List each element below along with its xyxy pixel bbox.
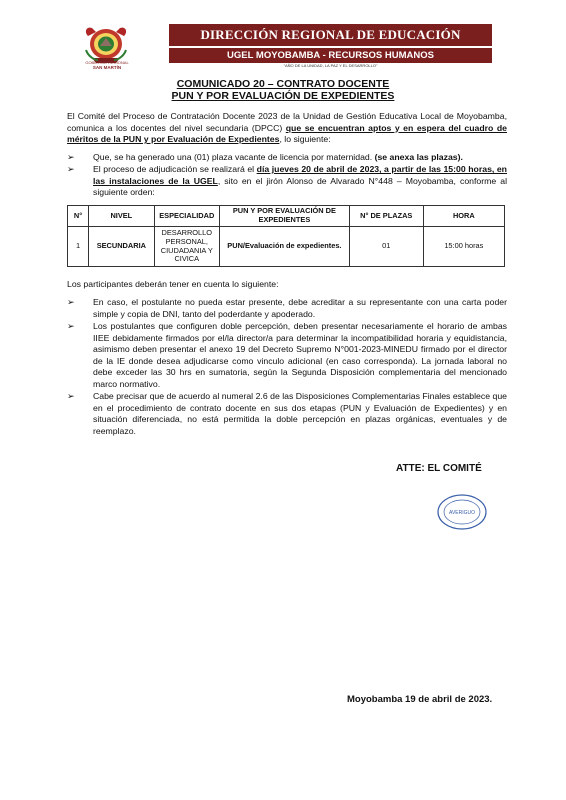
arrow-bullet-icon: ➢ [67,152,75,162]
bullet-adjudication-emphasis: día jueves 20 de abril de 2023, a partir de las 15:00 horas, en las instalaciones de la UGEL [93,164,507,186]
signature-line: ATTE: EL COMITÉ [396,463,482,474]
communique-title: COMUNICADO 20 – CONTRATO DOCENTE [176,78,390,90]
year-motto: "AÑO DE LA UNIDAD, LA PAZ Y EL DESARROLLO" [283,63,378,68]
intro-text-1: El Comité del Proceso de Contratación Docente 2023 de la Unidad de Gestión Educativa Local de Moyobamba, comunica a los docentes del nivel secundaria (DPCC) [67,111,507,133]
bullet-adjudication-text-2: , sito en el jirón Alonso de Alvarado N°448 – Moyobamba, conforme al siguiente orden: [93,175,507,198]
communique-subtitle: PUN Y POR EVALUACIÓN DE EXPEDIENTES [171,90,395,102]
arrow-bullet-icon: ➢ [67,164,75,174]
col-header-evaluation: PUN Y POR EVALUACIÓN DE EXPEDIENTES [219,206,349,227]
committee-stamp-icon [436,493,488,531]
bullet-vacancy-text: Que, se ha generado una (01) plaza vacante de licencia por maternidad. [93,152,375,162]
cell-number: 1 [68,227,89,267]
bullet-vacancy-bold: (se anexa las plazas). [374,152,463,162]
col-header-time: HORA [423,206,504,227]
unit-title-band: UGEL MOYOBAMBA - RECURSOS HUMANOS [169,48,492,63]
bullet-double-income: Los postulantes que configuren doble percepción, deben presentar necesariamente el horario de ambas IIEE debidamente firmados por el/la director/a para determinar la incompatibilidad horaria y equidistancia, asimismo deben presentar el anexo 19 del Decreto Supremo N°001-2023-MINEDU firmado por el director de la IE donde desea adjudicarse como vinculo adicional (en caso corresponda). La jornada laboral no debe exceder las 30 hrs en sumatoria, según la Segunda Disposición complementaria del mencionado marco normativo. [93,321,507,389]
intro-text-2: , lo siguiente: [279,134,331,145]
intro-emphasis: que se encuentran aptos y en espera del cuadro de méritos de la PUN y por Evaluación de Expedientes [67,122,507,145]
table-row [68,227,505,267]
stamp-text: AVERIGUO [448,510,476,516]
bullet-restriction: Cabe precisar que de acuerdo al numeral 2.6 de las Disposiciones Complementarias Finales establece que en el procedimiento de contrato docente en sus dos etapas (PUN y Evaluación de Expedientes) y en situación diferenciada, no está permitida la doble percepción en plazas orgánicas, eventuales y de reemplazo. [93,391,507,436]
org-title-band: DIRECCIÓN REGIONAL DE EDUCACIÓN [169,24,492,46]
logo-caption [62,60,152,70]
logo-caption-line2: SAN MARTÍN [92,65,122,70]
table-header-row [68,206,505,227]
arrow-bullet-icon: ➢ [67,297,75,307]
col-header-level: NIVEL [89,206,154,227]
col-header-slots: N° DE PLAZAS [349,206,423,227]
col-header-specialty: ESPECIALIDAD [154,206,219,227]
cell-specialty: DESARROLLO PERSONAL, CIUDADANIA Y CIVICA [154,227,219,267]
cell-time: 15:00 horas [423,227,504,267]
bullet-adjudication-text-1: El proceso de adjudicación se realizará el [93,164,257,174]
cell-slots: 01 [349,227,423,267]
logo-caption-line1: GOBIERNO REGIONAL [85,60,129,65]
adjudication-table [67,205,505,267]
col-header-number: N° [68,206,89,227]
bullet-adjudication [93,164,507,199]
bullet-representative: En caso, el postulante no pueda estar presente, debe acreditar a su representante con una carta poder simple y copia de DNI, tanto del poderdante y apoderado. [93,297,507,319]
arrow-bullet-icon: ➢ [67,321,75,331]
bullet-vacancy [93,152,507,164]
participants-intro: Los participantes deberán tener en cuenta lo siguiente: [67,279,279,289]
arrow-bullet-icon: ➢ [67,391,75,401]
issue-date: Moyobamba 19 de abril de 2023. [347,694,493,705]
cell-evaluation: PUN/Evaluación de expedientes. [219,227,349,267]
cell-level: SECUNDARIA [89,227,154,267]
intro-paragraph [67,111,507,146]
